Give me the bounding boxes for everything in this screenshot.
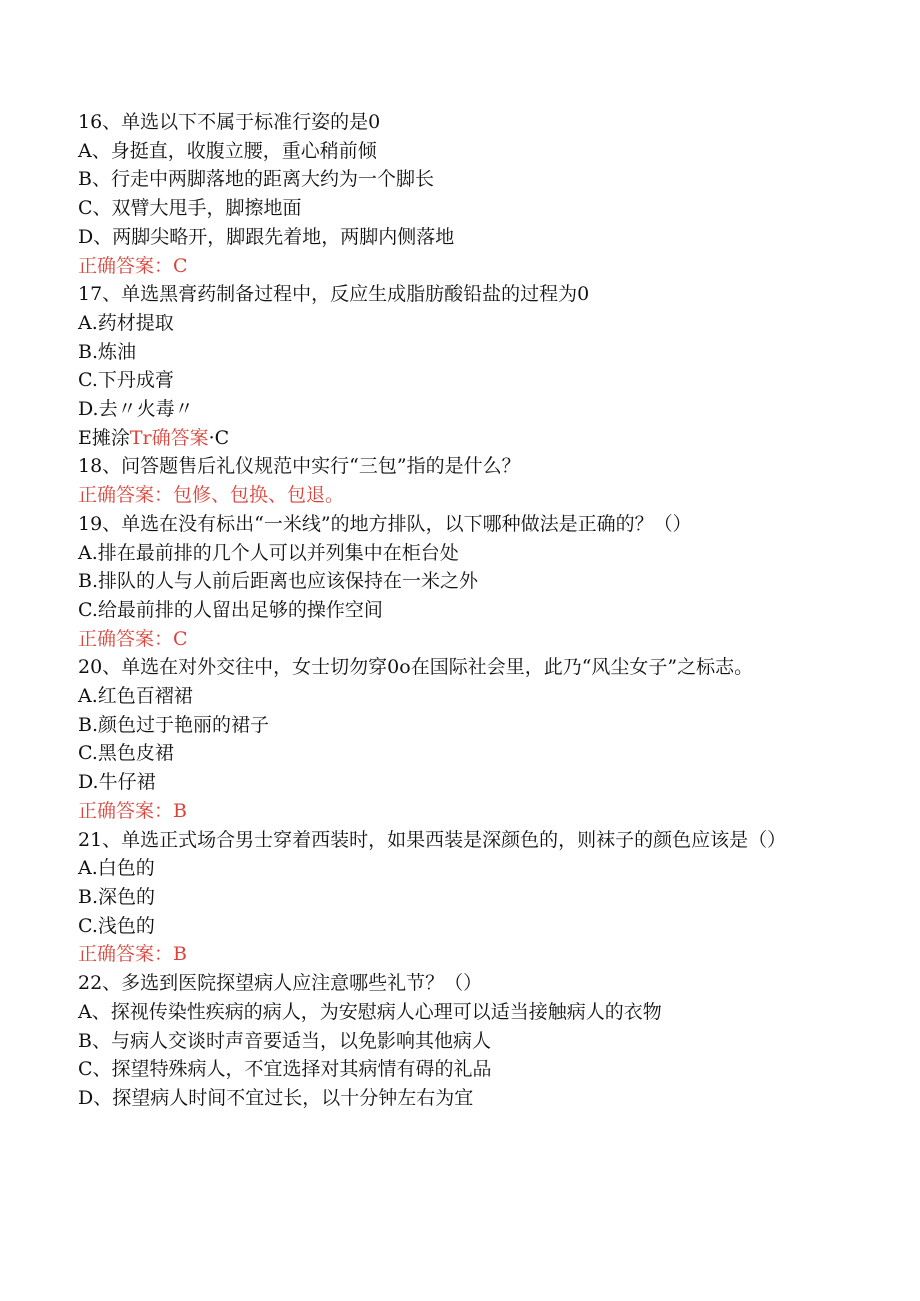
- option-a: A.白色的: [78, 857, 155, 880]
- correct-answer: 正确答案：B: [78, 799, 187, 822]
- option-a: A.红色百褶裙: [78, 685, 193, 708]
- garbled-answer-part3: ·C: [208, 426, 230, 449]
- question-16: [78, 108, 838, 280]
- correct-answer: 正确答案：C: [78, 627, 188, 650]
- question-stem: 16、单选以下不属于标准行姿的是0: [78, 111, 381, 133]
- option-c: C.浅色的: [78, 914, 155, 937]
- option-b: B.排队的人与人前后距离也应该保持在一米之外: [78, 570, 479, 593]
- question-stem: 18、问答题售后礼仪规范中实行“三包”指的是什么？: [78, 455, 521, 478]
- correct-answer: 正确答案：C: [78, 254, 188, 277]
- question-22: [78, 969, 838, 1113]
- question-stem: 21、单选正式场合男士穿着西装时，如果西装是深颜色的，则袜子的颜色应该是（）: [78, 828, 787, 851]
- option-a: A.排在最前排的几个人可以并列集中在柜台处: [78, 541, 459, 564]
- question-stem: 20、单选在对外交往中，女士切勿穿0o在国际社会里，此乃“风尘女子”之标志。: [78, 656, 754, 679]
- question-21: [78, 826, 838, 970]
- garbled-answer-part1: E摊涂: [78, 426, 130, 449]
- option-b: B、行走中两脚落地的距离大约为一个脚长: [78, 168, 434, 191]
- option-b: B.颜色过于艳丽的裙子: [78, 713, 270, 736]
- option-d: D.去〃火毒〃: [78, 398, 194, 421]
- option-c: C.下丹成膏: [78, 369, 174, 392]
- question-19: [78, 510, 838, 654]
- option-d: D、探望病人时间不宜过长，以十分钟左右为宜: [78, 1086, 474, 1109]
- option-d: D.牛仔裙: [78, 771, 156, 794]
- option-a: A、身挺直，收腹立腰，重心稍前倾: [78, 139, 377, 162]
- correct-answer: 正确答案：B: [78, 943, 187, 966]
- option-b: B.炼油: [78, 340, 137, 363]
- option-c: C、探望特殊病人，不宜选择对其病情有碍的礼品: [78, 1058, 492, 1081]
- document-page: [78, 108, 838, 1113]
- question-17: [78, 280, 838, 452]
- question-20: [78, 653, 838, 825]
- option-a: A.药材提取: [78, 311, 174, 334]
- correct-answer: 正确答案：包修、包换、包退。: [78, 484, 345, 507]
- option-d: D、两脚尖略开，脚跟先着地，两脚内侧落地: [78, 225, 455, 248]
- option-c: C、双臂大甩手，脚擦地面: [78, 197, 302, 220]
- option-c: C.给最前排的人留出足够的操作空间: [78, 598, 383, 621]
- question-stem: 17、单选黑膏药制备过程中，反应生成脂肪酸铅盐的过程为0: [78, 283, 590, 306]
- option-c: C.黑色皮裙: [78, 742, 174, 765]
- question-18: [78, 452, 838, 509]
- option-b: B.深色的: [78, 885, 156, 908]
- garbled-answer-part2: Tr确答案: [129, 426, 209, 449]
- question-stem: 19、单选在没有标出“一米线”的地方排队，以下哪种做法是正确的？（）: [78, 512, 692, 535]
- garbled-answer-line: [78, 424, 838, 453]
- option-b: B、与病人交谈时声音要适当，以免影响其他病人: [78, 1029, 491, 1052]
- option-a: A、探视传染性疾病的病人，为安慰病人心理可以适当接触病人的衣物: [78, 1000, 662, 1023]
- question-stem: 22、多选到医院探望病人应注意哪些礼节？（）: [78, 972, 483, 995]
